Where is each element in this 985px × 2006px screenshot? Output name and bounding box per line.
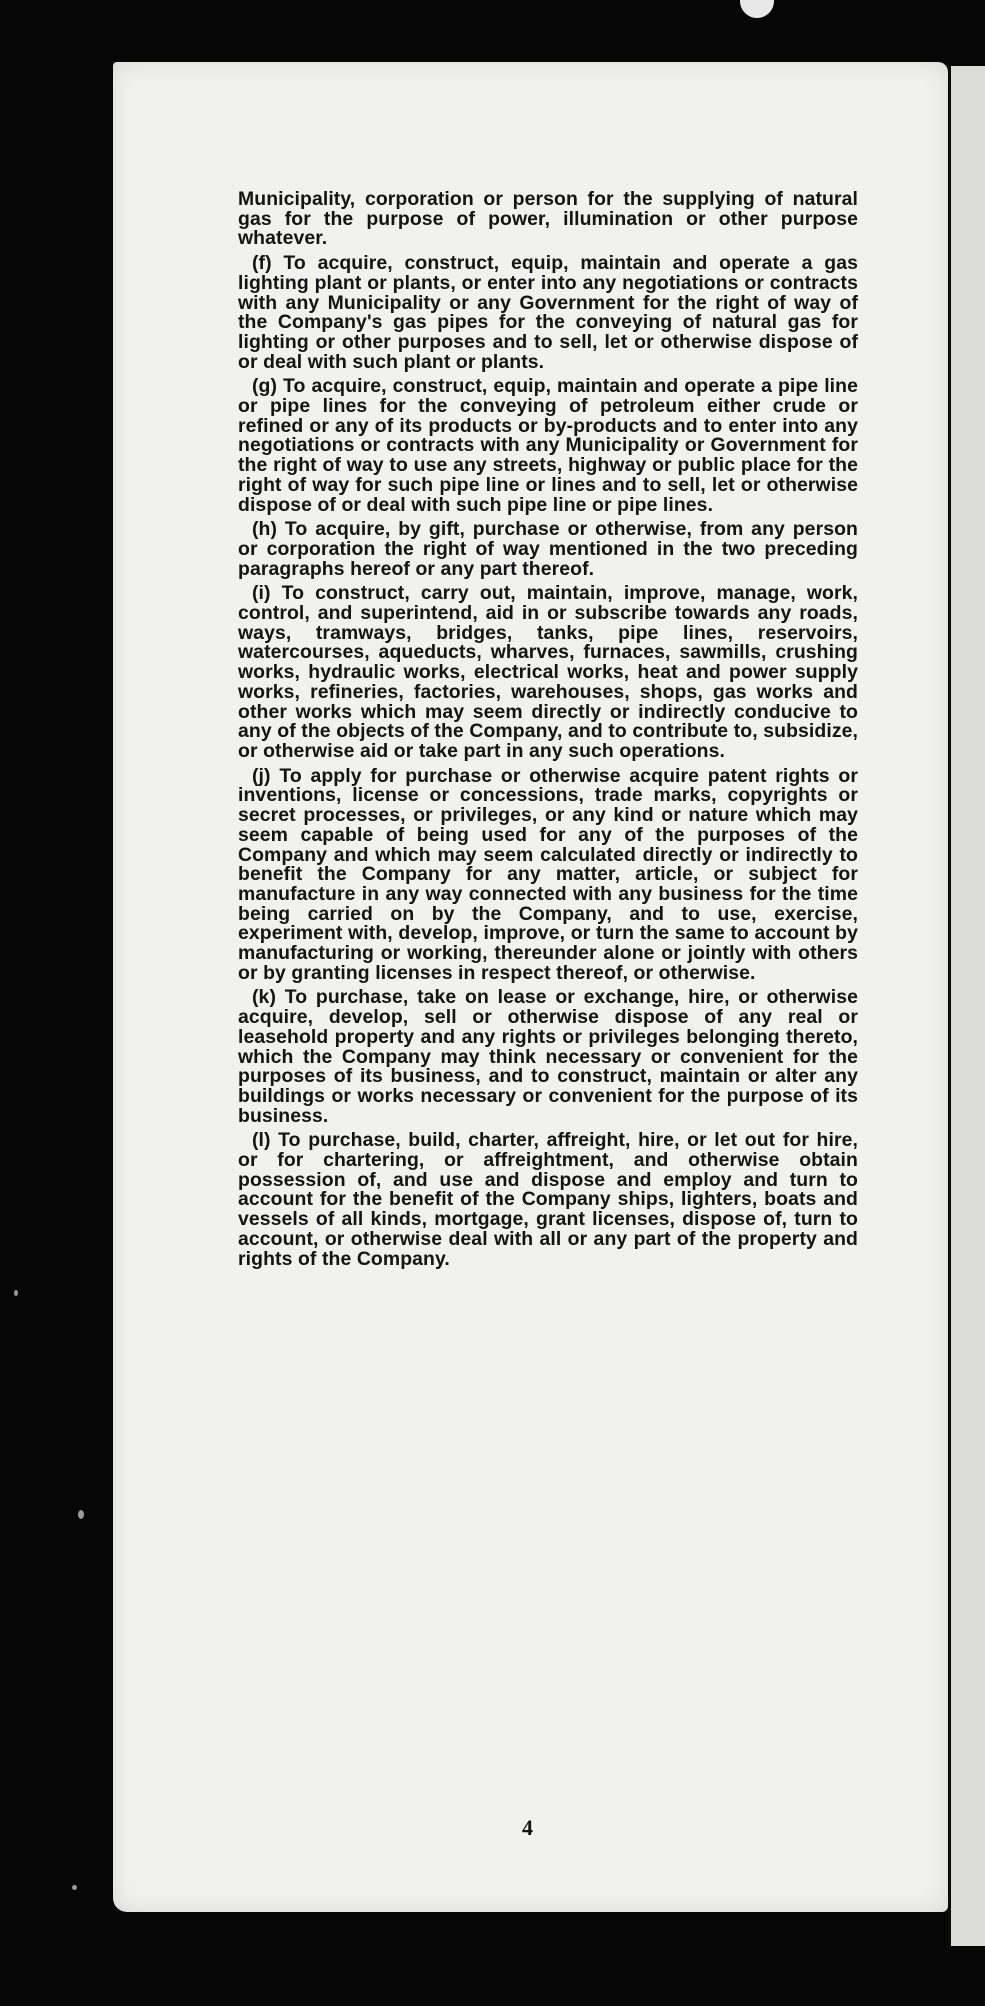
paragraph-f: (f) To acquire, construct, equip, maintain and operate a gas lighting plant or plants, or enter into any negotiations or contracts with any Municipality or any Government for the right of way of the Company's gas pipes for the conveying of natural gas for lighting or other purposes and to sell, let or otherwise dispose of or deal with such plant or plants.	[238, 252, 858, 373]
page-number: 4	[522, 1815, 533, 1840]
paragraph-continuation: Municipality, corporation or person for the supplying of natural gas for the purpose of power, illumination or other purpose whatever.	[238, 188, 858, 250]
dust-speck	[72, 1885, 77, 1890]
paragraph-k: (k) To purchase, take on lease or exchange, hire, or otherwise acquire, develop, sell or otherwise dispose of any real or leasehold property and any rights or privileges belonging thereto, which the Company may think necessary or convenient for the purposes of its business, and to construct, maintain or alter any buildings or works necessary or convenient for the purpose of its business.	[238, 986, 858, 1127]
facing-page-edge	[948, 66, 985, 1946]
document-body	[238, 190, 858, 1274]
paragraph-g: (g) To acquire, construct, equip, maintain and operate a pipe line or pipe lines for the conveying of petroleum either crude or refined or any of its products or by-products and to enter into any negotiations or contracts with any Municipality or Government for the right of way to use any streets, highway or public place for the right of way for such pipe line or lines and to sell, let or otherwise dispose of or deal with such pipe line or pipe lines.	[238, 375, 858, 516]
dust-speck	[78, 1510, 84, 1519]
dust-speck	[14, 1290, 18, 1296]
paragraph-j: (j) To apply for purchase or otherwise acquire patent rights or inventions, license or concessions, trade marks, copyrights or secret processes, or privileges, or any kind or nature which may seem capable of being used for any of the purposes of the Company and which may seem calculated directly or indirectly to benefit the Company for any matter, article, or subject for manufacture in any way connected with any business for the time being carried on by the Company, and to use, exercise, experiment with, develop, improve, or turn the same to account by manufacturing or working, thereunder alone or jointly with others or by granting licenses in respect thereof, or otherwise.	[238, 764, 858, 984]
page-number-container	[0, 1815, 985, 1841]
paragraph-h: (h) To acquire, by gift, purchase or otherwise, from any person or corporation the right of way mentioned in the two preceding paragraphs hereof or any part thereof.	[238, 518, 858, 580]
paragraph-l: (l) To purchase, build, charter, affreight, hire, or let out for hire, or for chartering, or affreightment, and otherwise obtain possession of, and use and dispose and employ and turn to account for the benefit of the Company ships, lighters, boats and vessels of all kinds, mortgage, grant licenses, dispose of, turn to account, or otherwise deal with all or any part of the property and rights of the Company.	[238, 1129, 858, 1270]
paragraph-i: (i) To construct, carry out, maintain, improve, manage, work, control, and superintend, aid in or subscribe towards any roads, ways, tramways, bridges, tanks, pipe lines, reservoirs, watercourses, aqueducts, wharves, furnaces, sawmills, crushing works, hydraulic works, electrical works, heat and power supply works, refineries, factories, warehouses, shops, gas works and other works which may seem directly or indirectly conducive to any of the objects of the Company, and to contribute to, subsidize, or otherwise aid or take part in any such operations.	[238, 582, 858, 762]
